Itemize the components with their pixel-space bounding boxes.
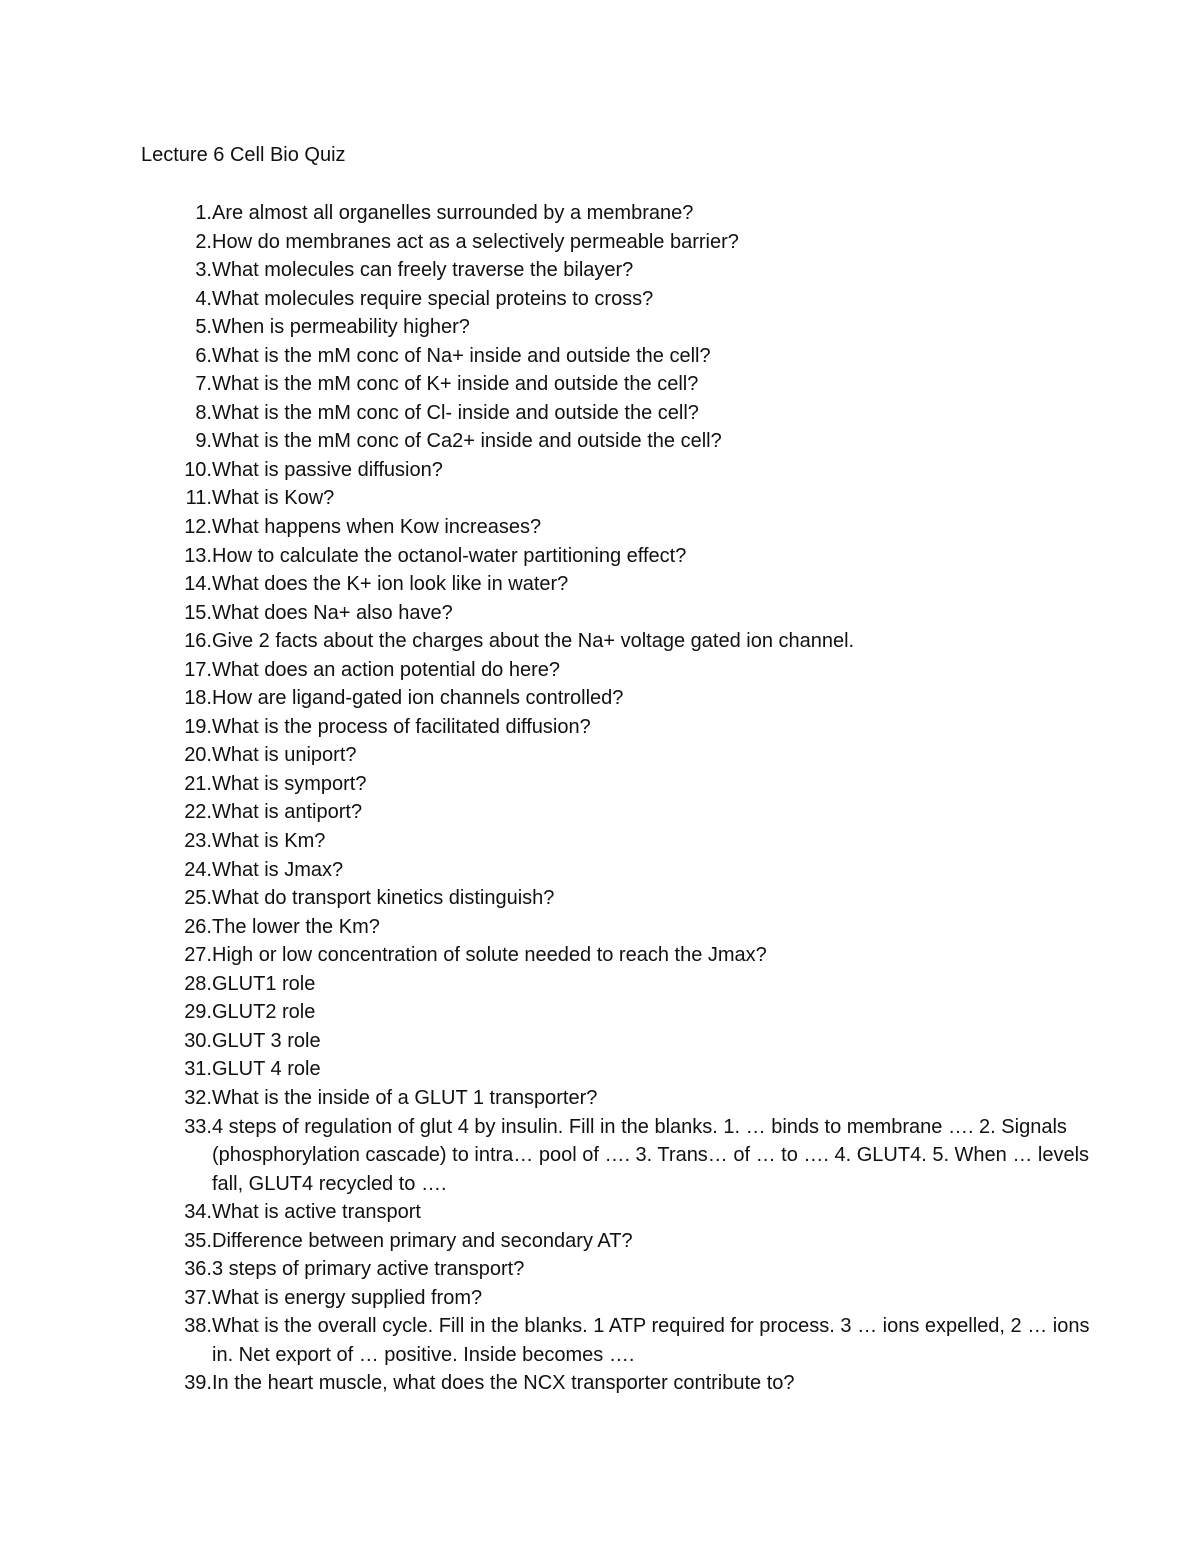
list-item [141, 199, 1101, 228]
question-number: 38. [184, 1315, 212, 1338]
list-item [141, 884, 1101, 913]
question-number: 26. [184, 915, 212, 938]
question-number-cell [141, 370, 212, 399]
question-number-cell [141, 713, 212, 742]
question-number: 34. [184, 1201, 212, 1224]
question-number-cell [141, 199, 212, 228]
question-number: 9. [195, 430, 212, 453]
list-item [141, 1084, 1101, 1113]
question-number: 28. [184, 972, 212, 995]
question-number: 22. [184, 801, 212, 824]
list-item [141, 542, 1101, 571]
question-text: What is the mM conc of Cl- inside and outside the cell? [212, 401, 699, 424]
list-item [141, 1284, 1101, 1313]
question-number: 35. [184, 1229, 212, 1252]
question-number: 19. [184, 715, 212, 738]
question-text: What is the mM conc of Ca2+ inside and outside the cell? [212, 430, 722, 453]
question-number-cell [141, 798, 212, 827]
question-text: What is the inside of a GLUT 1 transporter? [212, 1086, 598, 1109]
question-number: 15. [184, 601, 212, 624]
list-item [141, 741, 1101, 770]
question-number-cell [141, 599, 212, 628]
list-item [141, 1369, 1101, 1398]
list-item [141, 370, 1101, 399]
question-number: 24. [184, 858, 212, 881]
question-number: 21. [184, 772, 212, 795]
list-item [141, 656, 1101, 685]
question-text: In the heart muscle, what does the NCX transporter contribute to? [212, 1372, 795, 1395]
question-text: What is energy supplied from? [212, 1286, 483, 1309]
question-text: What is symport? [212, 772, 367, 795]
question-text: GLUT 3 role [212, 1029, 321, 1052]
question-text: High or low concentration of solute needed to reach the Jmax? [212, 944, 767, 967]
question-number: 30. [184, 1029, 212, 1052]
list-item [141, 941, 1101, 970]
question-number-cell [141, 656, 212, 685]
question-number-cell [141, 456, 212, 485]
question-text: 4 steps of regulation of glut 4 by insulin. Fill in the blanks. 1. … binds to membrane …. 2. Signals (phosphorylation cascade) to intra… pool of …. 3. Trans… of … to …. 4. GLUT4. 5. When … levels fall, GLUT4 recycled to …. [212, 1115, 1090, 1195]
list-item [141, 1027, 1101, 1056]
question-text: What is active transport [212, 1201, 421, 1224]
question-number-cell [141, 1227, 212, 1256]
question-number-cell [141, 399, 212, 428]
question-text: What is the process of facilitated diffusion? [212, 715, 591, 738]
question-number-cell [141, 627, 212, 656]
question-number: 27. [184, 944, 212, 967]
question-number-cell [141, 1027, 212, 1056]
list-item [141, 484, 1101, 513]
question-number-cell [141, 941, 212, 970]
list-item [141, 1055, 1101, 1084]
list-item [141, 627, 1101, 656]
question-number-cell [141, 741, 212, 770]
question-number: 1. [195, 202, 212, 224]
question-number: 2. [195, 230, 212, 253]
question-number-cell [141, 427, 212, 456]
list-item [141, 313, 1101, 342]
question-number: 18. [184, 687, 212, 710]
question-number: 33. [184, 1115, 212, 1138]
question-number-cell [141, 313, 212, 342]
question-number-cell [141, 913, 212, 942]
question-text: Difference between primary and secondary AT? [212, 1229, 633, 1252]
list-item [141, 1227, 1101, 1256]
list-item [141, 970, 1101, 999]
list-item [141, 798, 1101, 827]
question-text: GLUT2 role [212, 1001, 316, 1024]
question-text: What happens when Kow increases? [212, 516, 542, 539]
question-number-cell [141, 228, 212, 257]
question-number-cell [141, 570, 212, 599]
question-text: 3 steps of primary active transport? [212, 1258, 525, 1281]
question-number: 3. [195, 259, 212, 282]
question-text: What does Na+ also have? [212, 601, 453, 624]
question-text: GLUT 4 role [212, 1058, 321, 1081]
question-text: What do transport kinetics distinguish? [212, 887, 555, 910]
question-number: 16. [184, 630, 212, 653]
question-text: How to calculate the octanol-water partitioning effect? [212, 544, 687, 567]
question-number-cell [141, 1055, 212, 1084]
question-number-cell [141, 856, 212, 885]
list-item [141, 285, 1101, 314]
list-item [141, 1198, 1101, 1227]
list-item [141, 599, 1101, 628]
list-item [141, 713, 1101, 742]
question-number-cell [141, 1255, 212, 1284]
list-item [141, 1113, 1101, 1199]
list-item [141, 570, 1101, 599]
question-number-cell [141, 1084, 212, 1113]
question-number: 17. [184, 658, 212, 681]
question-text: What does the K+ ion look like in water? [212, 573, 569, 596]
question-number: 11. [185, 487, 212, 510]
question-text: What does an action potential do here? [212, 658, 561, 681]
question-number: 32. [184, 1086, 212, 1109]
question-text: What is antiport? [212, 801, 363, 824]
question-list [141, 199, 1101, 1398]
question-number: 29. [184, 1001, 212, 1024]
question-number-cell [141, 1312, 212, 1341]
question-text: Give 2 facts about the charges about the Na+ voltage gated ion channel. [212, 630, 855, 653]
question-text: How are ligand-gated ion channels controlled? [212, 687, 624, 710]
list-item [141, 456, 1101, 485]
list-item [141, 427, 1101, 456]
question-number: 6. [195, 344, 212, 367]
question-number-cell [141, 1113, 212, 1142]
question-number-cell [141, 884, 212, 913]
list-item [141, 827, 1101, 856]
question-number-cell [141, 998, 212, 1027]
question-text: What is the mM conc of K+ inside and outside the cell? [212, 373, 699, 396]
list-item [141, 399, 1101, 428]
question-number-cell [141, 513, 212, 542]
question-number-cell [141, 256, 212, 285]
question-number: 13. [184, 544, 212, 567]
question-number-cell [141, 342, 212, 371]
list-item [141, 228, 1101, 257]
question-text: How do membranes act as a selectively permeable barrier? [212, 230, 739, 253]
question-text: What is Jmax? [212, 858, 344, 881]
question-number: 37. [184, 1286, 212, 1309]
question-number: 25. [184, 887, 212, 910]
question-number: 39. [184, 1372, 212, 1395]
question-text: Are almost all organelles surrounded by a membrane? [212, 202, 694, 224]
list-item [141, 1312, 1101, 1369]
question-number-cell [141, 1284, 212, 1313]
list-item [141, 684, 1101, 713]
question-text: What molecules can freely traverse the bilayer? [212, 259, 634, 282]
list-item [141, 513, 1101, 542]
question-text: What is passive diffusion? [212, 458, 443, 481]
question-text: When is permeability higher? [212, 316, 470, 339]
list-item [141, 256, 1101, 285]
question-number-cell [141, 827, 212, 856]
question-number: 20. [184, 744, 212, 767]
question-number: 8. [195, 401, 212, 424]
list-item [141, 998, 1101, 1027]
question-number-cell [141, 770, 212, 799]
question-text: What molecules require special proteins to cross? [212, 287, 654, 310]
question-text: What is Kow? [212, 487, 335, 510]
question-number-cell [141, 970, 212, 999]
question-number: 23. [184, 830, 212, 853]
question-number: 4. [195, 287, 212, 310]
question-number-cell [141, 484, 212, 513]
question-text: The lower the Km? [212, 915, 380, 938]
question-number: 7. [195, 373, 212, 396]
question-number-cell [141, 1198, 212, 1227]
question-text: What is uniport? [212, 744, 357, 767]
question-number-cell [141, 684, 212, 713]
question-number: 5. [195, 316, 212, 339]
question-text: What is the overall cycle. Fill in the blanks. 1 ATP required for process. 3 … ions expelled, 2 … ions in. Net export of … positive. Inside becomes …. [212, 1315, 1090, 1366]
question-text: What is Km? [212, 830, 326, 853]
question-number: 14. [184, 573, 212, 596]
question-number-cell [141, 285, 212, 314]
list-item [141, 913, 1101, 942]
question-number: 10. [184, 458, 212, 481]
question-number: 12. [184, 516, 212, 539]
document-title: Lecture 6 Cell Bio Quiz [141, 144, 346, 166]
list-item [141, 770, 1101, 799]
question-text: What is the mM conc of Na+ inside and outside the cell? [212, 344, 711, 367]
question-number-cell [141, 1369, 212, 1398]
question-number: 31. [184, 1058, 212, 1081]
list-item [141, 856, 1101, 885]
question-number: 36. [184, 1258, 212, 1281]
list-item [141, 342, 1101, 371]
list-item [141, 1255, 1101, 1284]
question-number-cell [141, 542, 212, 571]
question-text: GLUT1 role [212, 972, 316, 995]
